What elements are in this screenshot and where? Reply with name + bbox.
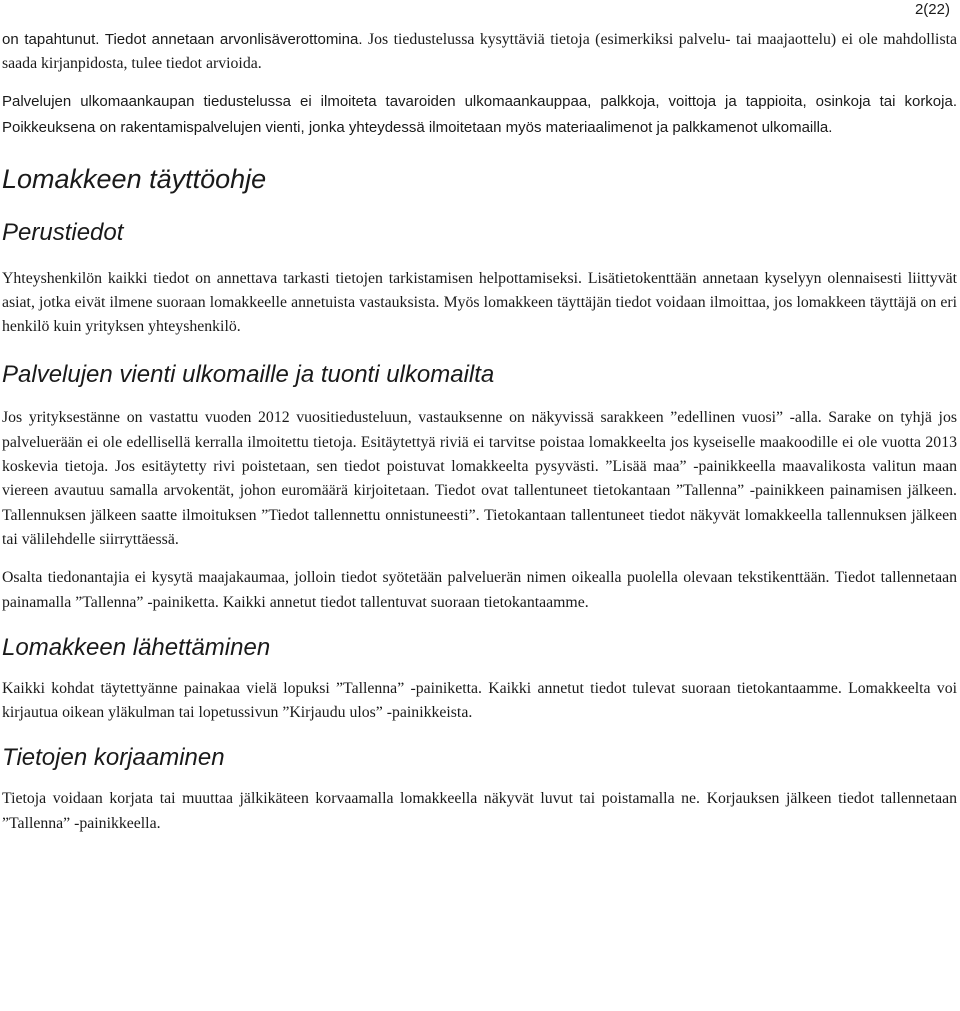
correct-paragraph: Tietoja voidaan korjata tai muuttaa jälkikäteen korvaamalla lomakkeella näkyvät luvut tai poistamalla ne. Korjauksen jälkeen tiedot tallennetaan ”Tallenna” -painikkeella. — [2, 790, 957, 832]
submit-paragraph: Kaikki kohdat täytettyänne painakaa vielä lopuksi ”Tallenna” -painiketta. Kaikki annetut tiedot tulevat suoraan tietokantaamme. Lomakkeelta voi kirjautua oikean yläkulman tai lopetussivun ”Kirjaudu ulos” -painikkeista. — [2, 679, 957, 722]
heading-correct: Tietojen korjaaminen — [2, 744, 225, 772]
export-paragraph-2: Osalta tiedonantajia ei kysytä maajakaumaa, jolloin tiedot syötetään palveluerän nimen oikealla puolella olevaan tekstikenttään. Tiedot tallennetaan painamalla ”Tallenna” -painiketta. Kaikki annetut tiedot tallentuvat suoraan tietokantaamme. — [2, 569, 957, 611]
export-paragraph-1: Jos yrityksestänne on vastattu vuoden 2012 vuositiedusteluun, vastauksenne on näkyvissä sarakkeen ”edellinen vuosi” -alla. Sarake on tyhjä jos palveluerään ei ole edellisellä kerralla ilmoitettu tietoja. Esitäytettyä riviä ei tarvitse poistaa lomakkeelta jos kyseiselle maakoodille ei ole vuotta 2013 koskevia tietoja. Jos esitäytetty rivi poistetaan, sen tiedot poistuvat lomakkeelta pysyvästi. ”Lisää maa” -painikkeella maavalikosta valitun maan viereen avautuu samalla arvokentät, johon euromäärä kirjoitetaan. Tiedot ovat tallentuneet tietokantaan ”Tallenna” -painikkeen painamisen jälkeen. Tallennuksen jälkeen saatte ilmoituksen ”Tiedot tallennettu onnistuneesti”. Tietokantaan tallentuneet tiedot näkyvät lomakkeella tallennuksen jälkeen tai välilehdelle siirryttäessä. — [2, 409, 957, 548]
trade-paragraph: Palvelujen ulkomaankaupan tiedustelussa ei ilmoiteta tavaroiden ulkomaankauppaa, palkkoja, voittoja ja tappioita, osinkoja tai korkoja. Poikkeuksena on rakentamispalvelujen vienti, jonka yhteydessä ilmoitetaan myös materiaalimenot ja palkkamenot ulkomailla. — [2, 92, 957, 136]
heading-basic-info: Perustiedot — [2, 218, 124, 246]
document-body — [2, 28, 957, 836]
basic-info-paragraph: Yhteyshenkilön kaikki tiedot on annettava tarkasti tietojen tarkistamisen helpottamiseksi. Lisätietokenttään annetaan kyselyyn olennaisesti liittyvät asiat, jotka eivät ilmene suoraan lomakkeelle annetuista vastauksista. Myös lomakkeen täyttäjän tiedot voidaan ilmoittaa, jos lomakkeen täyttäjä on eri henkilö kuin yrityksen yhteyshenkilö. — [2, 269, 957, 336]
heading-submit: Lomakkeen lähettäminen — [2, 633, 271, 661]
heading-form-guide: Lomakkeen täyttöohje — [2, 163, 267, 194]
intro-sentence-sans: on tapahtunut. Tiedot annetaan arvonlisäverottomina. — [2, 31, 363, 48]
intro-paragraph — [2, 28, 957, 77]
page-number: 2(22) — [914, 1, 950, 18]
intro-sentence-serif: Jos tiedustelussa kysyttäviä tietoja (esimerkiksi palvelu- tai maajaottelu) ei ole mahdollista saada kirjanpidosta, tulee tiedot arvioida. — [2, 31, 957, 73]
heading-export-import: Palvelujen vienti ulkomaille ja tuonti ulkomailta — [2, 361, 495, 389]
